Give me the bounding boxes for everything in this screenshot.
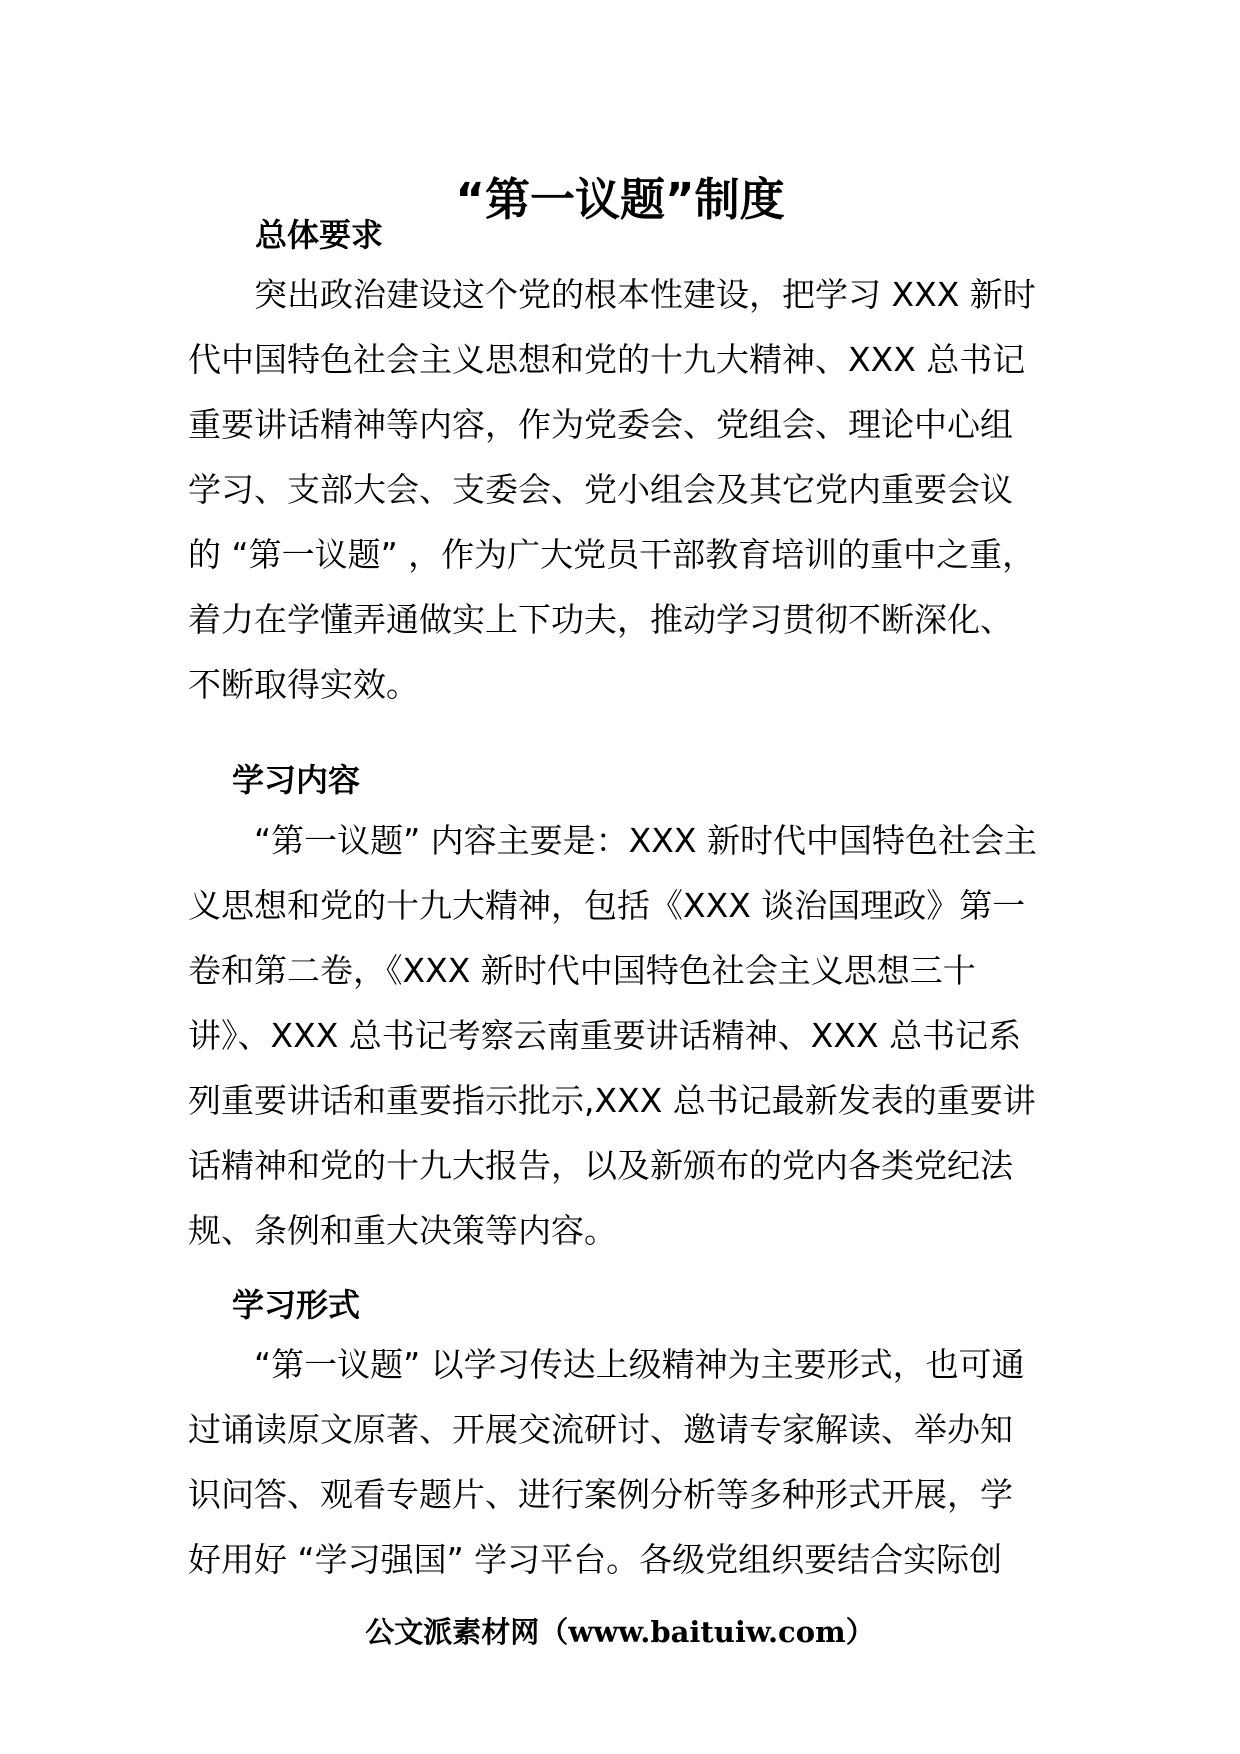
- section-heading-study-content: 学习内容: [232, 761, 361, 799]
- paragraph-line: 着力在学懂弄通做实上下功夫，推动学习贯彻不断深化、: [188, 600, 1013, 639]
- paragraph-line: 学习、支部大会、支委会、党小组会及其它党内重要会议: [188, 470, 1013, 509]
- paragraph-line: 识问答、观看专题片、进行案例分析等多种形式开展，学: [188, 1475, 1013, 1514]
- paragraph-line: “第一议题” 内容主要是：XXX 新时代中国特色社会主: [254, 821, 1037, 860]
- section-heading-general-requirements: 总体要求: [255, 216, 384, 254]
- paragraph-line: 好用好 “学习强国” 学习平台。各级党组织要结合实际创: [188, 1540, 1003, 1579]
- paragraph-line: 的 “第一议题” ，作为广大党员干部教育培训的重中之重，: [188, 535, 1036, 574]
- paragraph-line: 突出政治建设这个党的根本性建设，把学习 XXX 新时: [254, 275, 1036, 314]
- document-title: “第一议题”制度: [455, 173, 785, 226]
- section-paragraph-general-requirements: [188, 262, 1068, 717]
- section-paragraph-study-format: [188, 1332, 1068, 1592]
- paragraph-line: 不断取得实效。: [188, 665, 419, 704]
- paragraph-line: 规、条例和重大决策等内容。: [188, 1211, 617, 1250]
- footer-watermark-text: 公文派素材网（www.baituiw.com）: [365, 1615, 875, 1649]
- paragraph-line: 话精神和党的十九大报告，以及新颁布的党内各类党纪法: [188, 1146, 1013, 1185]
- paragraph-line: 卷和第二卷，《XXX 新时代中国特色社会主义思想三十: [188, 951, 976, 990]
- paragraph-line: 过诵读原文原著、开展交流研讨、邀请专家解读、举办知: [188, 1410, 1013, 1449]
- section-paragraph-study-content: [188, 808, 1068, 1263]
- paragraph-line: 列重要讲话和重要指示批示,XXX 总书记最新发表的重要讲: [188, 1081, 1036, 1120]
- paragraph-line: 代中国特色社会主义思想和党的十九大精神、XXX 总书记: [188, 340, 1026, 379]
- section-heading-study-format: 学习形式: [232, 1286, 361, 1324]
- paragraph-line: 重要讲话精神等内容，作为党委会、党组会、理论中心组: [188, 405, 1013, 444]
- paragraph-line: 义思想和党的十九大精神，包括《XXX 谈治国理政》第一: [188, 886, 1026, 925]
- paragraph-line: “第一议题” 以学习传达上级精神为主要形式，也可通: [254, 1345, 1025, 1384]
- paragraph-line: 讲》、XXX 总书记考察云南重要讲话精神、XXX 总书记系: [188, 1016, 1022, 1055]
